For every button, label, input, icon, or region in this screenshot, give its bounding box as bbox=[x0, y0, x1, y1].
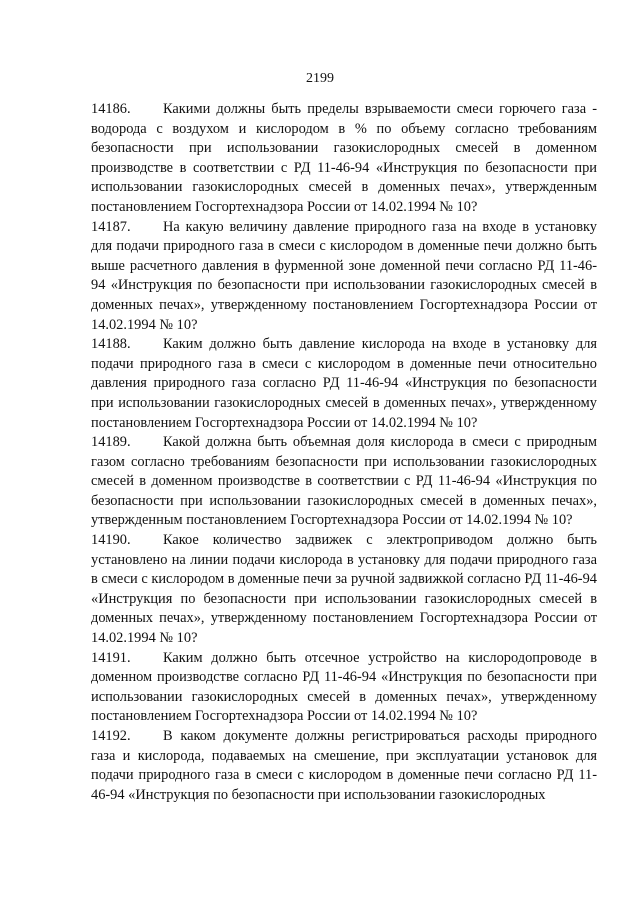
question-text: Какими должны быть пределы взрываемости смеси горючего газа - водорода с воздухом и кислородом в % по объему согласно требованиям безопасности при использовании газокислородных смесей в доменном производстве в соответствии с РД 11-46-94 «Инструкция по безопасности при использовании газокислородных смесей в доменных печах», утвержденным постановлением Госгортехнадзора России от 14.02.1994 № 10? bbox=[91, 101, 597, 215]
question-text: В каком документе должны регистрироваться расходы природного газа и кислорода, подаваемых на смешение, при эксплуатации установок для подачи природного газа в смеси с кислородом в доменные печи согласно РД 11-46-94 «Инструкция по безопасности при использовании газокислородных bbox=[91, 728, 597, 803]
question-text: Каким должно быть отсечное устройство на кислородопроводе в доменном производстве согласно РД 11-46-94 «Инструкция по безопасности при использовании газокислородных смесей в доменных печах», утвержденному постановлением Госгортехнадзора России от 14.02.1994 № 10? bbox=[91, 649, 597, 725]
question-number: 14187. bbox=[91, 218, 131, 235]
question-number: 14192. bbox=[91, 728, 131, 744]
question-text: Каким должно быть давление кислорода на входе в установку для подачи природного газа в смеси с кислородом в доменные печи относительно давления природного газа согласно РД 11-46-94 «Инструкция по безопасности при использовании газокислородных смесей в доменных печах», утвержденному постановлением Госгортехнадзора России от 14.02.1994 № 10? bbox=[91, 336, 597, 431]
question-item bbox=[91, 100, 597, 218]
question-number: 14188. bbox=[91, 336, 131, 353]
question-item bbox=[91, 649, 597, 727]
question-item bbox=[91, 335, 597, 433]
question-text: Какое количество задвижек с электроприводом должно быть установлено на линии подачи кислорода в установку для подачи природного газа в смеси с кислородом в доменные печи за ручной задвижкой согласно РД 11-46-94 «Инструкция по безопасности при использовании газокислородных смесей в доменных печах», утвержденному постановлением Госгортехнадзора России от 14.02.1994 № 10? bbox=[91, 532, 597, 647]
question-text: Какой должна быть объемная доля кислорода в смеси с природным газом согласно требованиям безопасности при использовании газокислородных смесей в доменном производстве в соответствии с РД 11-46-94 «Инструкция по безопасности при использовании газокислородных смесей в доменных печах», утвержденным постановлением Госгортехнадзора России от 14.02.1994 № 10? bbox=[91, 434, 597, 529]
question-number: 14189. bbox=[91, 434, 131, 451]
question-item bbox=[91, 218, 597, 336]
question-item bbox=[91, 727, 597, 805]
question-number: 14191. bbox=[91, 649, 131, 666]
question-number: 14186. bbox=[91, 101, 131, 117]
question-item bbox=[91, 433, 597, 531]
page-number: 2199 bbox=[306, 71, 334, 86]
question-text: На какую величину давление природного газа на входе в установку для подачи природного газа в смеси с кислородом в доменные печи должно быть выше расчетного давления в фурменной зоне доменной печи согласно РД 11-46-94 «Инструкция по безопасности при использовании газокислородных смесей в доменных печах», утвержденному постановлением Госгортехнадзора России от 14.02.1994 № 10? bbox=[91, 218, 597, 333]
question-number: 14190. bbox=[91, 532, 131, 549]
question-item bbox=[91, 531, 597, 649]
question-list bbox=[91, 100, 597, 805]
